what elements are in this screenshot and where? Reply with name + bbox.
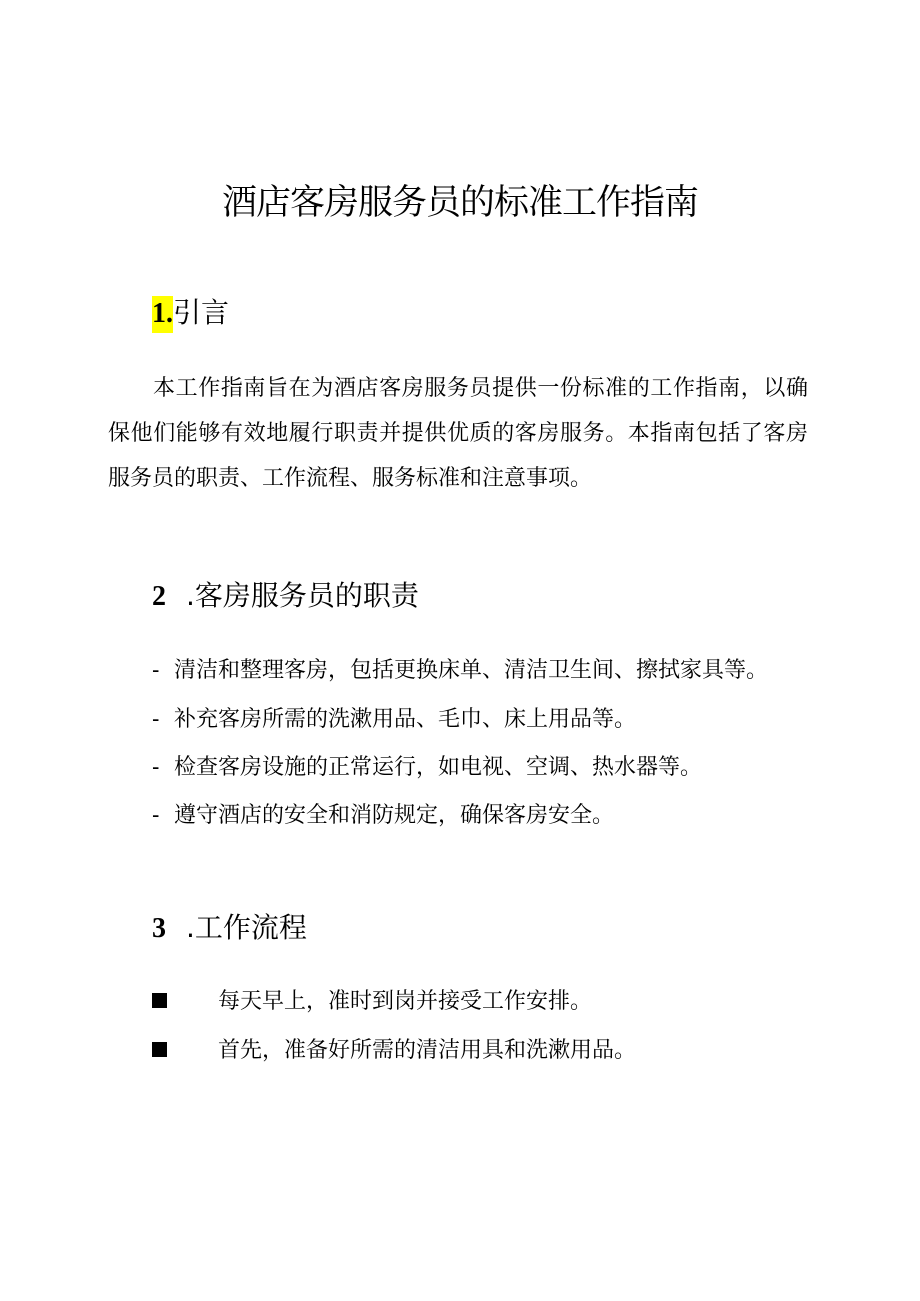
list-item: - 检查客房设施的正常运行，如电视、空调、热水器等。 bbox=[152, 752, 702, 784]
list-item: - 遵守酒店的安全和消防规定，确保客房安全。 bbox=[152, 800, 614, 832]
document-title: 酒店客房服务员的标准工作指南 bbox=[221, 183, 698, 223]
section-3-title: .工作流程 bbox=[186, 911, 307, 944]
section-1-paragraph: 本工作指南旨在为酒店客房服务员提供一份标准的工作指南，以确保他们能够有效地履行职责并提供优质的客房服务。本指南包括了客房服务员的职责、工作流程、服务标准和注意事项。 bbox=[108, 376, 808, 491]
section-1-number: 1. bbox=[152, 296, 173, 333]
dash-marker: - bbox=[152, 803, 160, 828]
dash-marker: - bbox=[152, 707, 160, 732]
section-2-title: .客房服务员的职责 bbox=[186, 579, 419, 612]
section-3-heading bbox=[152, 908, 307, 949]
square-bullet-icon bbox=[152, 993, 167, 1008]
section-2-number: 2 bbox=[152, 581, 166, 612]
section-1-heading bbox=[152, 293, 229, 334]
section-1-title: 引言 bbox=[173, 296, 230, 329]
square-bullet-icon bbox=[152, 1042, 167, 1057]
dash-marker: - bbox=[152, 755, 160, 780]
section-3-number: 3 bbox=[152, 913, 166, 944]
section-2-heading bbox=[152, 576, 419, 617]
list-item: 首先，准备好所需的清洁用具和洗漱用品。 bbox=[152, 1035, 636, 1067]
dash-marker: - bbox=[152, 658, 160, 683]
list-item: - 清洁和整理客房，包括更换床单、清洁卫生间、擦拭家具等。 bbox=[152, 655, 768, 687]
list-item: 每天早上，准时到岗并接受工作安排。 bbox=[152, 986, 592, 1018]
list-item: - 补充客房所需的洗漱用品、毛巾、床上用品等。 bbox=[152, 704, 636, 736]
